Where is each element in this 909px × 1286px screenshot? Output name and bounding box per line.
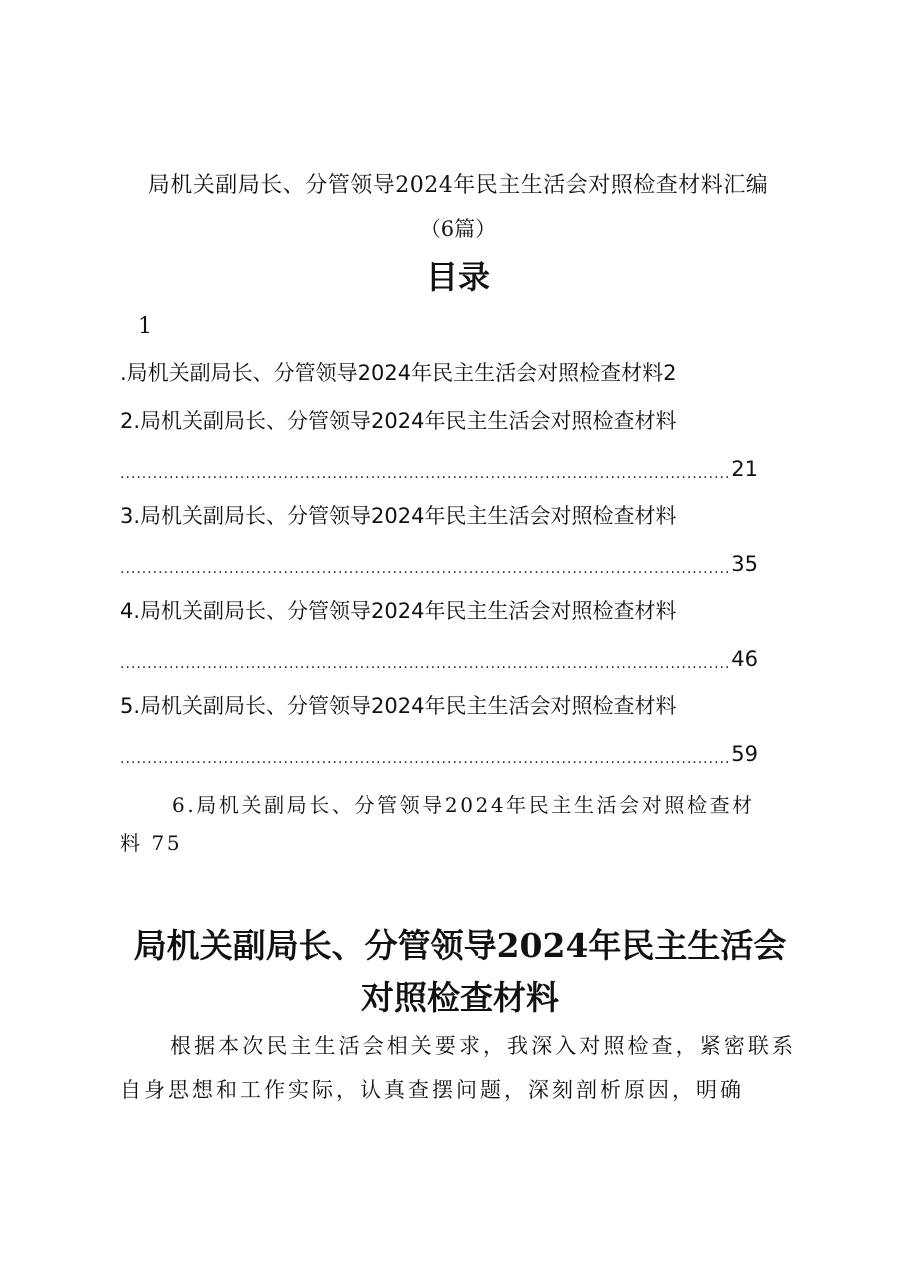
toc-item-3[interactable]: 3.局机关副局长、分管领导2024年民主生活会对照检查材料 (120, 504, 677, 528)
cover-title: 局机关副局长、分管领导2024年民主生活会对照检查材料汇编 (147, 173, 769, 198)
toc-item-3-page: 35 (731, 552, 758, 576)
cover-subtitle: （6篇） (419, 217, 497, 241)
toc-dot-leader (120, 462, 731, 486)
document-title-line2: 对照检查材料 (361, 978, 559, 1017)
toc-item-5[interactable]: 5.局机关副局长、分管领导2024年民主生活会对照检查材料 (120, 694, 677, 718)
toc-item-6[interactable] (120, 786, 800, 862)
toc-item-4[interactable]: 4.局机关副局长、分管领导2024年民主生活会对照检查材料 (120, 599, 677, 623)
document-title-line1: 局机关副局长、分管领导2024年民主生活会 (133, 926, 787, 965)
toc-heading: 目录 (425, 258, 490, 296)
toc-item-4-leader (120, 642, 800, 676)
toc-dot-leader (120, 747, 731, 771)
toc-item-4-page: 46 (731, 647, 758, 671)
toc-item-2-leader (120, 452, 800, 486)
toc-item-5-leader (120, 737, 800, 771)
toc-item-5-page: 59 (731, 742, 758, 766)
toc-item-2[interactable]: 2.局机关副局长、分管领导2024年民主生活会对照检查材料 (120, 409, 677, 433)
document-title (100, 920, 820, 1024)
toc-item-2-page: 21 (731, 457, 758, 481)
body-paragraph: 根据本次民主生活会相关要求，我深入对照检查，紧密联系自身思想和工作实际，认真查摆问题，深刻剖析原因，明确 (120, 1034, 796, 1102)
toc-item-1[interactable]: .局机关副局长、分管领导2024年民主生活会对照检查材料2 (120, 361, 677, 385)
toc-item-6-line1: 6.局机关副局长、分管领导2024年民主生活会对照检查材 (172, 793, 755, 817)
toc-dot-leader (120, 557, 731, 581)
toc-dot-leader (120, 652, 731, 676)
toc-item-3-leader (120, 547, 800, 581)
toc-item-1-number: 1 (138, 314, 152, 339)
toc-item-6-line2: 料 75 (120, 831, 183, 855)
